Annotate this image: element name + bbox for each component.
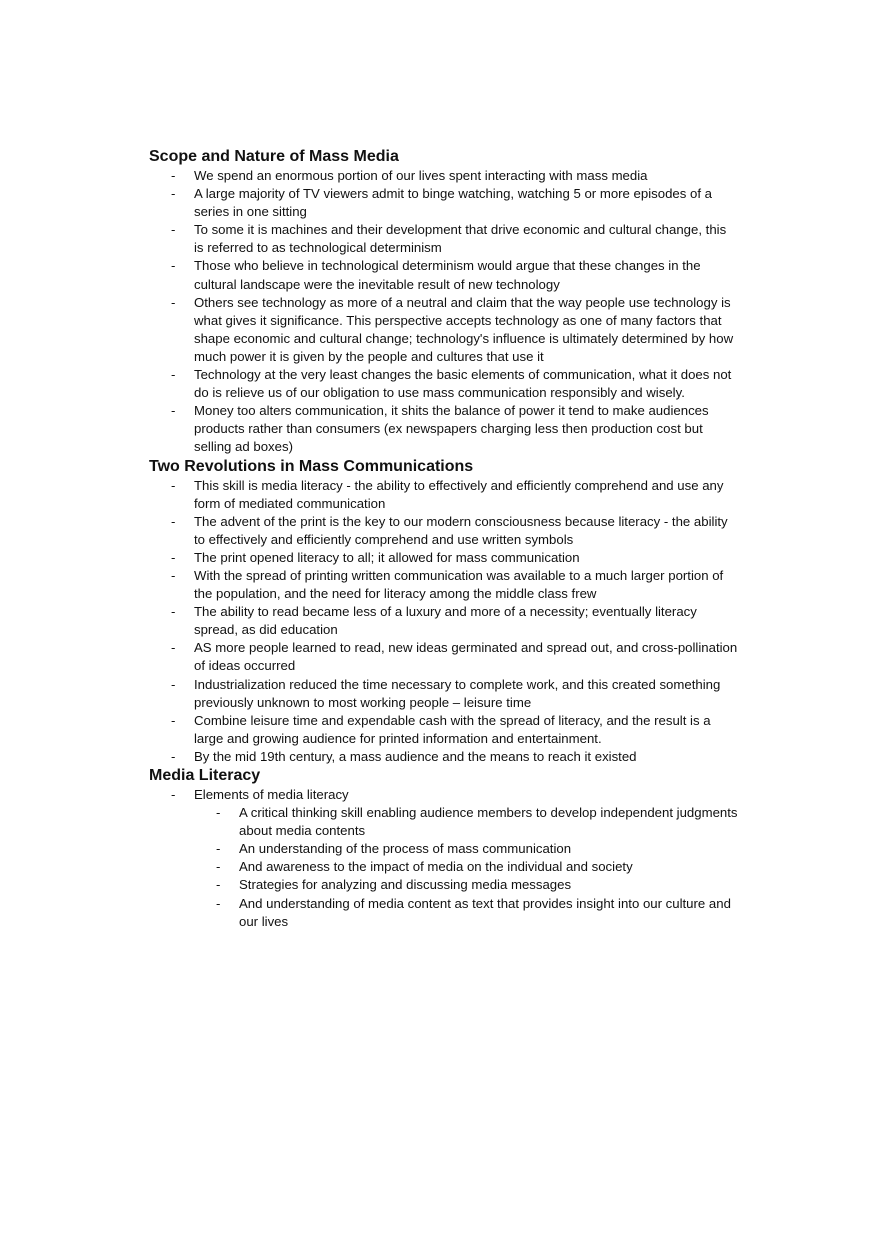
bullet-dash: - <box>171 222 176 238</box>
bullet-dash: - <box>171 477 176 493</box>
list-item <box>149 257 739 293</box>
list-item-text: Technology at the very least changes the basic elements of communication, what it does not do is relieve us of our obligation to use mass communication responsibly and wisely. <box>194 367 732 401</box>
section-media-literacy <box>149 766 739 931</box>
nested-list-item <box>149 804 739 840</box>
list-item-text: A critical thinking skill enabling audience members to develop independent judgments about media contents <box>239 805 738 839</box>
bullet-dash: - <box>216 805 221 821</box>
list-item-text: With the spread of printing written communication was available to a much larger portion of the population, and the need for literacy among the middle class frew <box>194 567 724 602</box>
bullet-dash: - <box>171 403 176 419</box>
list-item <box>149 603 739 639</box>
bullet-dash: - <box>171 258 176 274</box>
section-scope-and-nature <box>149 147 739 457</box>
list-item-text: AS more people learned to read, new ideas germinated and spread out, and cross-pollination of ideas occurred <box>194 640 738 674</box>
bullet-dash: - <box>171 294 176 310</box>
bullet-dash: - <box>171 748 176 764</box>
list-item <box>149 549 739 567</box>
list-item <box>149 639 739 675</box>
bullet-list <box>149 786 739 931</box>
list-item-text: The print opened literacy to all; it allowed for mass communication <box>194 549 580 565</box>
nested-list-item <box>149 858 739 876</box>
list-item-text: The advent of the print is the key to our modern consciousness because literacy - the ability to effectively and efficiently comprehend and use written symbols <box>194 513 728 547</box>
bullet-dash: - <box>171 367 176 383</box>
list-item-text: Those who believe in technological determinism would argue that these changes in the cultural landscape were the inevitable result of new technology <box>194 258 701 292</box>
list-item-text: Elements of media literacy <box>194 787 349 802</box>
bullet-dash: - <box>171 640 176 656</box>
nested-bullet-list <box>149 804 739 931</box>
list-item <box>149 712 739 748</box>
list-item-text: And awareness to the impact of media on the individual and society <box>239 859 633 875</box>
bullet-dash: - <box>171 567 176 583</box>
bullet-dash: - <box>171 676 176 692</box>
section-heading: Media Literacy <box>149 767 261 784</box>
bullet-dash: - <box>216 859 221 875</box>
bullet-dash: - <box>171 549 176 565</box>
nested-list-item <box>149 895 739 931</box>
bullet-dash: - <box>171 604 176 620</box>
section-two-revolutions <box>149 457 739 767</box>
bullet-dash: - <box>171 712 176 728</box>
list-item <box>149 676 739 712</box>
list-item <box>149 294 739 366</box>
list-item-text: Money too alters communication, it shits the balance of power it tend to make audiences products rather than consumers (ex newspapers charging less then production cost but selling ad boxes) <box>194 403 709 455</box>
document-page <box>149 147 739 931</box>
list-item <box>149 167 739 185</box>
list-item <box>149 513 739 549</box>
bullet-list <box>149 477 739 767</box>
list-item-text: Others see technology as more of a neutral and claim that the way people use technology is what gives it significance. This perspective accepts technology as one of many factors that shape economic and cultural change; technology's influence is ultimately determined by how much power it is given by the people and cultures that use it <box>194 294 734 364</box>
nested-list-item <box>149 840 739 858</box>
bullet-dash: - <box>216 841 221 857</box>
bullet-dash: - <box>216 877 221 893</box>
list-item-text: By the mid 19th century, a mass audience and the means to reach it existed <box>194 748 637 764</box>
section-heading: Scope and Nature of Mass Media <box>149 148 399 165</box>
list-item-text: Combine leisure time and expendable cash with the spread of literacy, and the result is a large and growing audience for printed information and entertainment. <box>194 712 711 746</box>
list-item-text: An understanding of the process of mass communication <box>239 841 572 857</box>
list-item-text: This skill is media literacy - the ability to effectively and efficiently comprehend and use any form of mediated communication <box>194 477 724 511</box>
list-item <box>149 786 739 804</box>
list-item <box>149 221 739 257</box>
bullet-dash: - <box>171 186 176 202</box>
bullet-list <box>149 167 739 457</box>
nested-list-container <box>149 804 739 931</box>
list-item-text: Industrialization reduced the time necessary to complete work, and this created something previously unknown to most working people – leisure time <box>194 676 721 710</box>
bullet-dash: - <box>216 895 221 911</box>
list-item <box>149 366 739 402</box>
list-item <box>149 185 739 221</box>
bullet-dash: - <box>171 168 176 183</box>
list-item-text: Strategies for analyzing and discussing media messages <box>239 877 572 893</box>
bullet-dash: - <box>171 513 176 529</box>
list-item <box>149 567 739 603</box>
list-item-text: A large majority of TV viewers admit to binge watching, watching 5 or more episodes of a series in one sitting <box>194 186 712 220</box>
list-item-text: The ability to read became less of a luxury and more of a necessity; eventually literacy spread, as did education <box>194 604 697 638</box>
list-item-text: We spend an enormous portion of our lives spent interacting with mass media <box>194 168 648 183</box>
list-item <box>149 477 739 513</box>
bullet-dash: - <box>171 787 176 802</box>
list-item <box>149 748 739 766</box>
section-heading: Two Revolutions in Mass Communications <box>149 457 474 475</box>
list-item-text: And understanding of media content as text that provides insight into our culture and our lives <box>239 895 731 929</box>
list-item <box>149 402 739 456</box>
nested-list-item <box>149 876 739 894</box>
list-item-text: To some it is machines and their development that drive economic and cultural change, this is referred to as technological determinism <box>194 222 727 256</box>
